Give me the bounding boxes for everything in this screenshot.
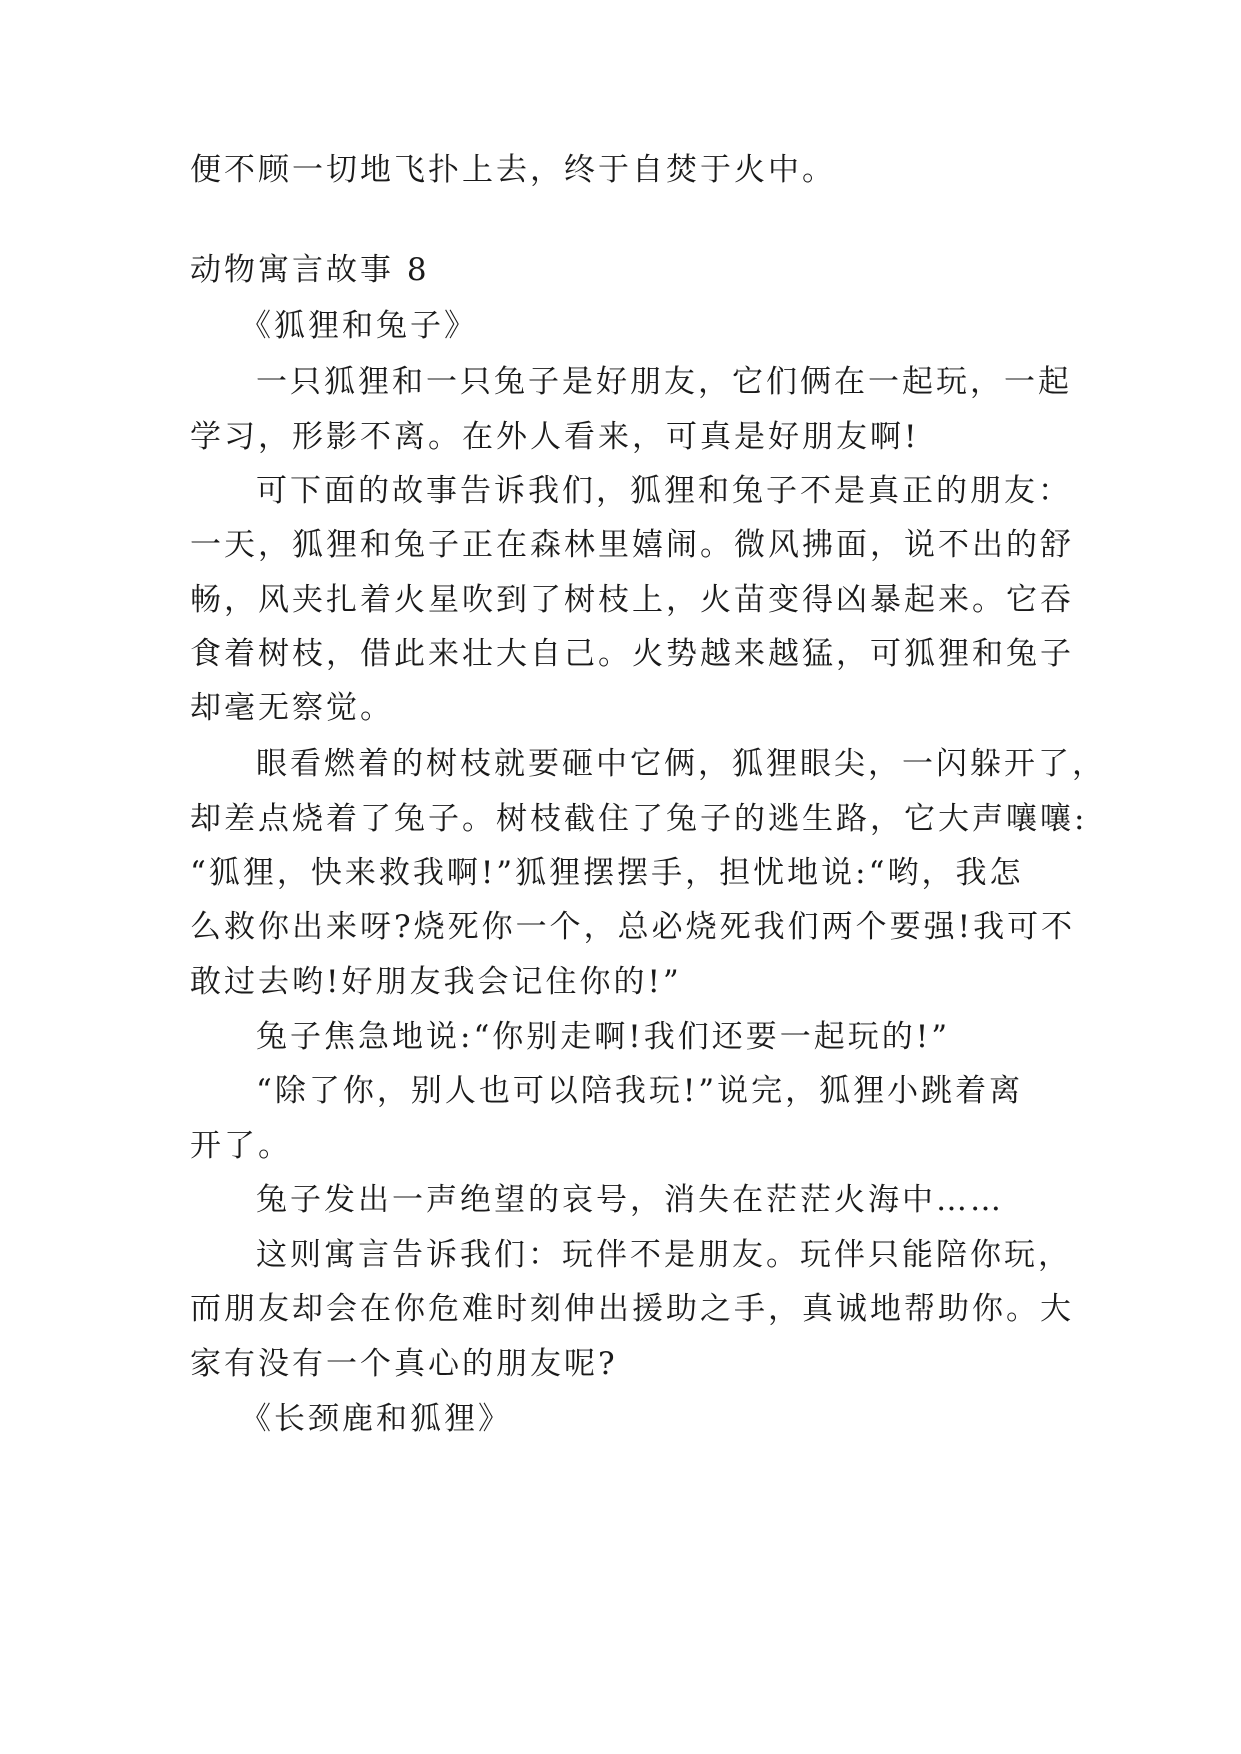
paragraph-line: 敢过去哟!好朋友我会记住你的!” xyxy=(190,964,682,1000)
paragraph-line: 兔子焦急地说:“你别走啊!我们还要一起玩的!” xyxy=(256,1019,951,1055)
paragraph-line: 却毫无察觉。 xyxy=(190,690,394,726)
paragraph-line: 而朋友却会在你危难时刻伸出援助之手，真诚地帮助你。大 xyxy=(190,1291,1074,1327)
paragraph-line: 开了。 xyxy=(190,1128,292,1164)
paragraph-line: 家有没有一个真心的朋友呢? xyxy=(190,1346,618,1382)
paragraph-line: 一只狐狸和一只兔子是好朋友，它们俩在一起玩，一起 xyxy=(256,364,1072,400)
paragraph-line: 学习，形影不离。在外人看来，可真是好朋友啊! xyxy=(190,419,920,455)
paragraph-line: 食着树枝，借此来壮大自己。火势越来越猛，可狐狸和兔子 xyxy=(190,636,1074,672)
paragraph-line: 么救你出来呀?烧死你一个，总必烧死我们两个要强!我可不 xyxy=(190,909,1076,945)
paragraph-line: 可下面的故事告诉我们，狐狸和兔子不是真正的朋友： xyxy=(256,473,1072,509)
paragraph-line: 这则寓言告诉我们：玩伴不是朋友。玩伴只能陪你玩， xyxy=(256,1237,1072,1273)
paragraph-line: “除了你，别人也可以陪我玩!”说完，狐狸小跳着离 xyxy=(256,1073,1024,1109)
paragraph-line: 畅，风夹扎着火星吹到了树枝上，火苗变得凶暴起来。它吞 xyxy=(190,582,1074,618)
paragraph-line: 兔子发出一声绝望的哀号，消失在茫茫火海中…… xyxy=(256,1182,1004,1218)
paragraph-line: 眼看燃着的树枝就要砸中它俩，狐狸眼尖，一闪躲开了， xyxy=(256,746,1106,782)
paragraph-line: 却差点烧着了兔子。树枝截住了兔子的逃生路，它大声嚷嚷: xyxy=(190,801,1088,837)
paragraph-line: “狐狸，快来救我啊!”狐狸摆摆手，担忧地说:“哟，我怎 xyxy=(190,855,1024,891)
paragraph-line: 便不顾一切地飞扑上去，终于自焚于火中。 xyxy=(190,152,836,188)
paragraph-line: 一天，狐狸和兔子正在森林里嬉闹。微风拂面，说不出的舒 xyxy=(190,527,1074,563)
story-title: 《狐狸和兔子》 xyxy=(240,308,478,344)
story-title: 《长颈鹿和狐狸》 xyxy=(240,1401,512,1437)
section-heading: 动物寓言故事 8 xyxy=(190,252,430,288)
